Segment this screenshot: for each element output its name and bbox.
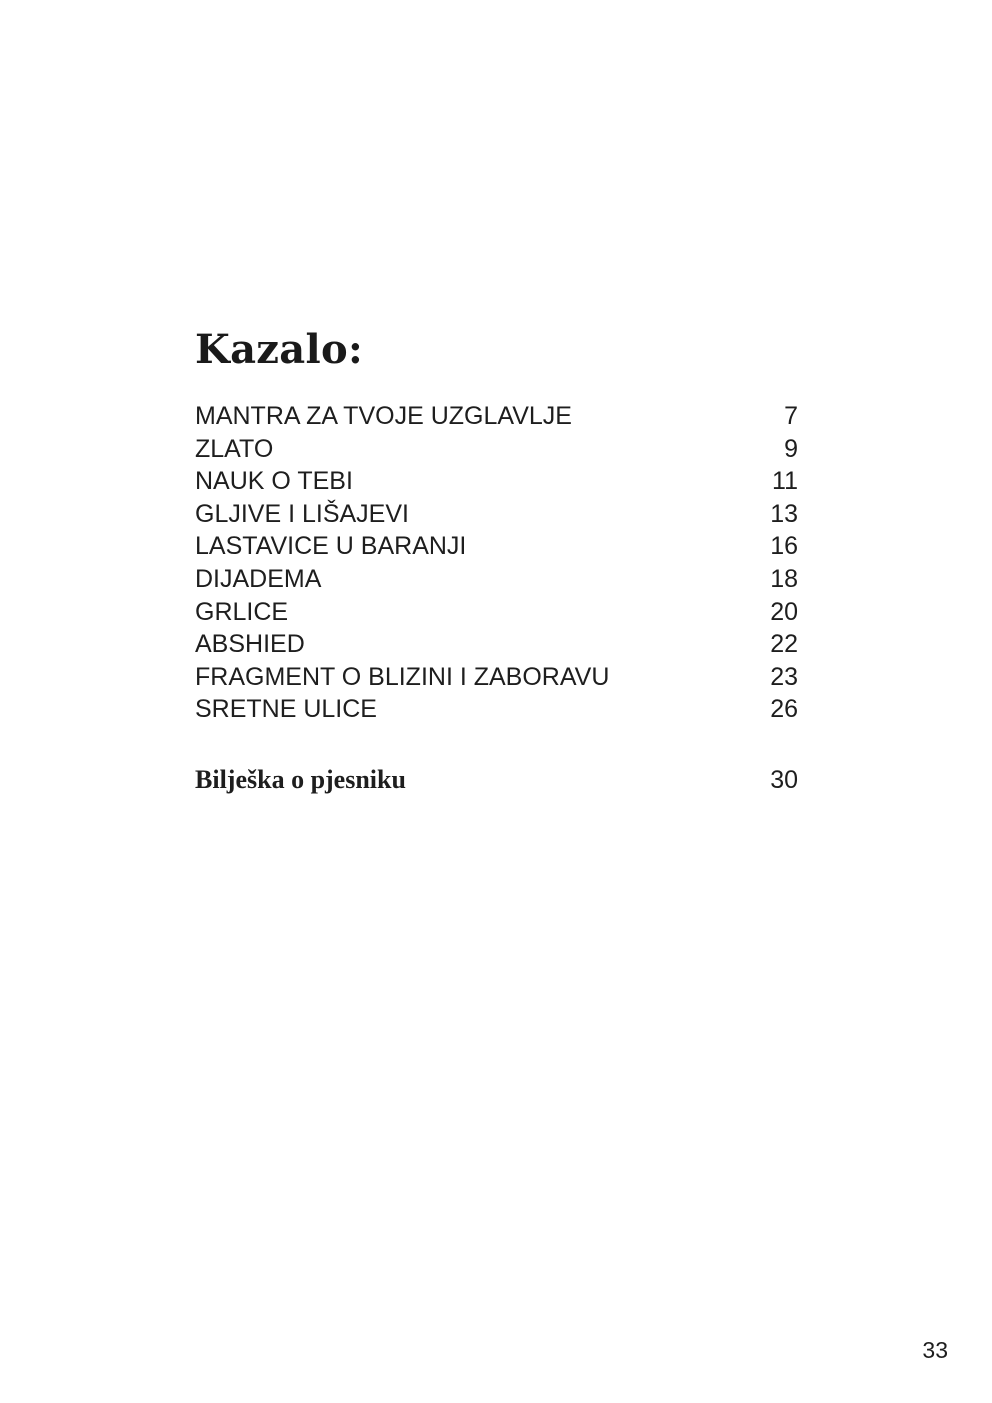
toc-entry-page: 23 bbox=[770, 662, 798, 691]
toc-entry-title: ABSHIED bbox=[195, 630, 305, 659]
toc-entry bbox=[195, 530, 798, 563]
toc-entry bbox=[195, 596, 798, 629]
toc-entry bbox=[195, 563, 798, 596]
toc-entry bbox=[195, 628, 798, 661]
toc-entry-page: 11 bbox=[772, 467, 798, 496]
toc-entry-title: SRETNE ULICE bbox=[195, 695, 377, 724]
toc-entry bbox=[195, 465, 798, 498]
toc-entry bbox=[195, 433, 798, 466]
toc-entry-title: NAUK O TEBI bbox=[195, 467, 353, 496]
toc-entry-title: DIJADEMA bbox=[195, 564, 322, 593]
toc-entry-title: LASTAVICE U BARANJI bbox=[195, 532, 467, 561]
toc-entry-page: 20 bbox=[770, 597, 798, 626]
toc-entry bbox=[195, 400, 798, 433]
toc-entry-page: 9 bbox=[784, 434, 798, 463]
toc-entry-title: GLJIVE I LIŠAJEVI bbox=[195, 499, 409, 528]
toc-entry-page: 7 bbox=[784, 402, 798, 430]
toc-note-page: 30 bbox=[770, 766, 798, 794]
toc-entry-page: 26 bbox=[770, 695, 798, 724]
toc-entry bbox=[195, 693, 798, 726]
page-number: 33 bbox=[922, 1337, 948, 1363]
toc-entry-page: 13 bbox=[770, 499, 798, 528]
toc-note-title: Bilješka o pjesniku bbox=[195, 765, 406, 794]
page-title: Kazalo: bbox=[195, 326, 364, 373]
toc-entry-title: ZLATO bbox=[195, 434, 274, 463]
toc-entry bbox=[195, 498, 798, 531]
toc-note-entry bbox=[195, 762, 798, 798]
toc-entry-title: MANTRA ZA TVOJE UZGLAVLJE bbox=[195, 402, 572, 430]
toc-entry bbox=[195, 661, 798, 694]
toc-entry-page: 16 bbox=[770, 532, 798, 561]
toc-entry-page: 18 bbox=[770, 564, 798, 593]
toc-entry-page: 22 bbox=[770, 630, 798, 659]
toc-entry-title: GRLICE bbox=[195, 597, 289, 626]
table-of-contents bbox=[195, 400, 798, 726]
toc-entry-title: FRAGMENT O BLIZINI I ZABORAVU bbox=[195, 662, 610, 691]
